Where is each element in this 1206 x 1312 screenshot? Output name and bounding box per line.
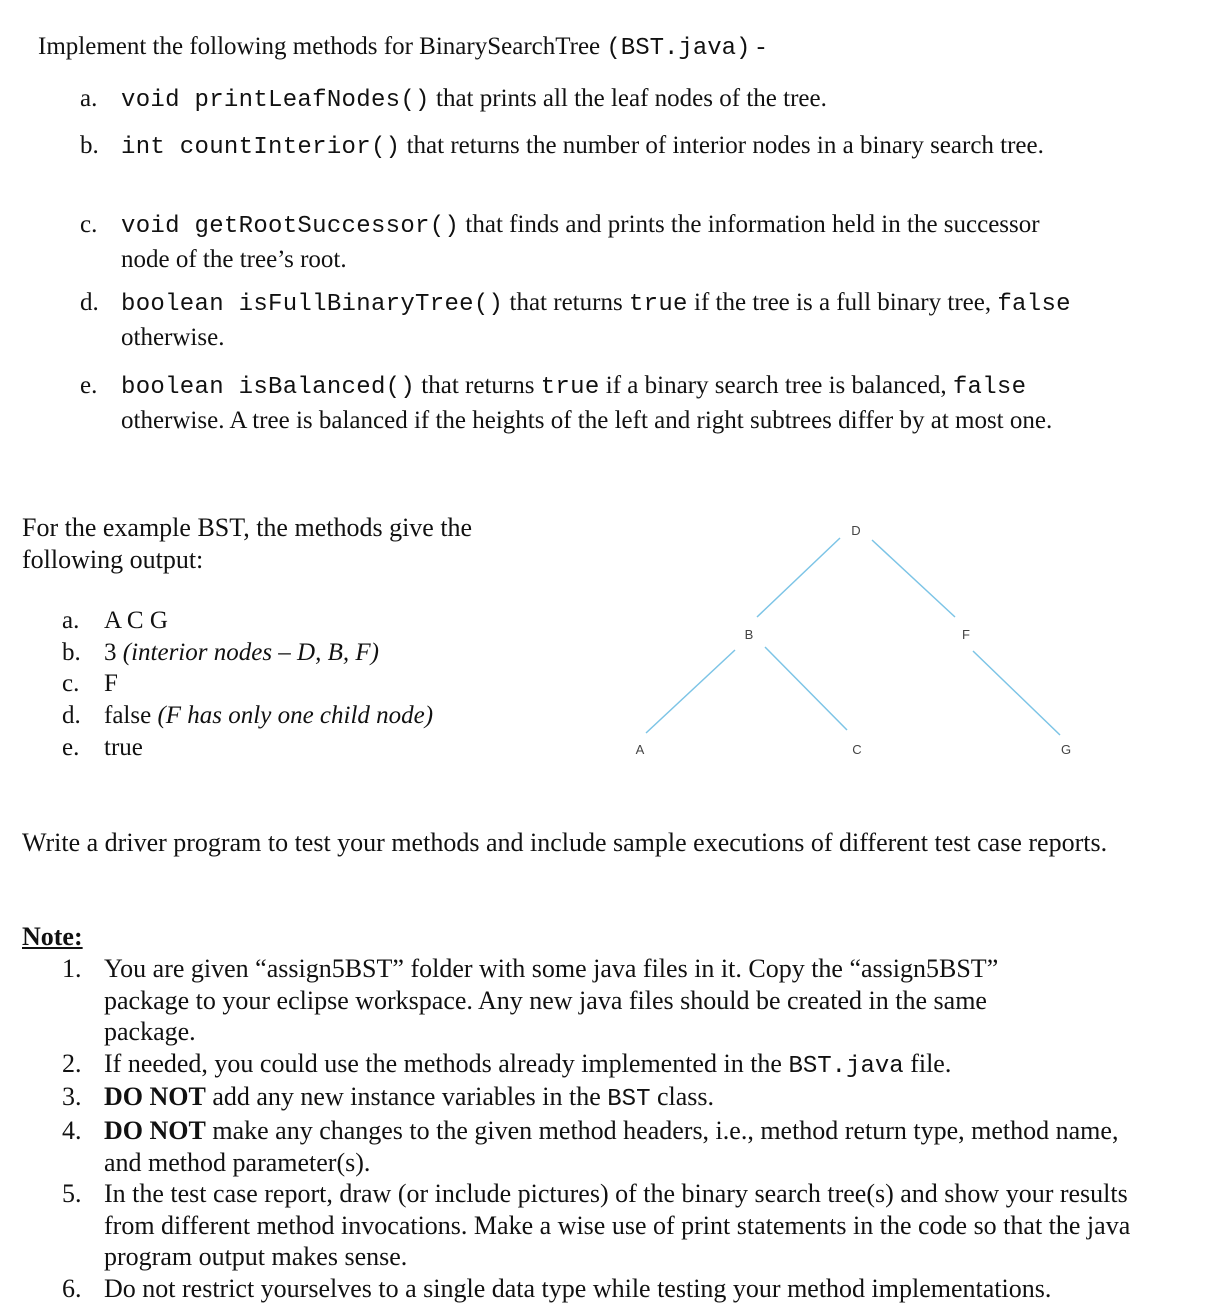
- note-text: You are given “assign5BST” folder with some java files in it. Copy the “assign5BST” package to your eclipse workspace. Any new java files should be created in the same package.: [104, 954, 999, 1046]
- keyword-false: false: [952, 374, 1027, 401]
- output-text: 3: [104, 639, 123, 666]
- note-emphasis: DO NOT: [104, 1116, 206, 1145]
- driver-instructions: Write a driver program to test your methods and include sample executions of different test case reports.: [22, 828, 1108, 857]
- note-label: 5.: [62, 1179, 82, 1208]
- output-note: (interior nodes – D, B, F): [122, 639, 379, 666]
- note-emphasis: DO NOT: [104, 1082, 206, 1111]
- note-text: file.: [903, 1049, 952, 1078]
- method-signature: boolean isFullBinaryTree(): [121, 291, 504, 318]
- method-description: if the tree is a full binary tree,: [687, 289, 998, 316]
- tree-node-c: C: [852, 742, 862, 757]
- output-text: A C G: [104, 607, 168, 634]
- method-description: that returns: [415, 372, 541, 399]
- keyword-true: true: [628, 291, 688, 318]
- edge-b-c: [765, 647, 847, 730]
- method-label: b.: [80, 132, 99, 159]
- tree-node-d: D: [851, 523, 861, 538]
- note-code: BST: [607, 1086, 651, 1113]
- note-code: BST.java: [788, 1053, 904, 1080]
- output-label: c.: [62, 670, 80, 697]
- method-description: otherwise. A tree is balanced if the heights of the left and right subtrees differ by at most one.: [121, 407, 1053, 434]
- output-label: d.: [62, 702, 81, 729]
- note-text: class.: [650, 1082, 715, 1111]
- note-label: 1.: [62, 954, 82, 983]
- method-signature: boolean isBalanced(): [121, 374, 416, 401]
- keyword-true: true: [540, 374, 600, 401]
- output-text: true: [104, 734, 143, 761]
- method-signature: int countInterior(): [121, 134, 401, 161]
- edge-d-f: [872, 540, 955, 617]
- edge-d-b: [757, 538, 840, 617]
- method-description: otherwise.: [121, 324, 225, 351]
- method-label: a.: [80, 85, 98, 112]
- note-label: 4.: [62, 1116, 82, 1145]
- output-note: (F has only one child node): [157, 702, 434, 729]
- heading-text: Implement the following methods for BinarySearchTree: [38, 33, 607, 60]
- note-text: add any new instance variables in the: [205, 1082, 608, 1111]
- output-label: b.: [62, 639, 81, 666]
- tree-node-g: G: [1060, 742, 1072, 757]
- method-description: if a binary search tree is balanced,: [599, 372, 953, 399]
- tree-node-f: F: [962, 627, 970, 642]
- output-label: a.: [62, 607, 80, 634]
- note-heading: Note:: [22, 922, 83, 951]
- tree-node-a: A: [635, 742, 645, 757]
- method-signature: void printLeafNodes(): [121, 87, 430, 114]
- note-label: 2.: [62, 1049, 82, 1078]
- output-label: e.: [62, 734, 80, 761]
- note-text: Do not restrict yourselves to a single data type while testing your method implementations.: [104, 1274, 1052, 1303]
- note-text: In the test case report, draw (or include pictures) of the binary search tree(s) and show your results from different method invocations. Make a wise use of print statements in the code so that the java program output makes sense.: [104, 1179, 1131, 1271]
- tree-node-b: B: [744, 627, 754, 642]
- example-intro: For the example BST, the methods give the following output:: [22, 513, 473, 574]
- method-label: e.: [80, 372, 98, 399]
- note-text: If needed, you could use the methods already implemented in the: [104, 1049, 789, 1078]
- method-label: d.: [80, 289, 99, 316]
- heading-dash: -: [750, 33, 766, 60]
- method-description: that prints all the leaf nodes of the tree.: [429, 85, 827, 112]
- note-label: 3.: [62, 1082, 82, 1111]
- method-description: that returns the number of interior nodes in a binary search tree.: [400, 132, 1044, 159]
- note-label: 6.: [62, 1274, 82, 1303]
- keyword-false: false: [997, 291, 1071, 318]
- note-text: make any changes to the given method headers, i.e., method return type, method name, and method parameter(s).: [104, 1116, 1119, 1177]
- output-text: F: [104, 670, 118, 697]
- edge-f-g: [973, 651, 1060, 735]
- method-label: c.: [80, 211, 98, 238]
- edge-b-a: [646, 650, 735, 733]
- method-description: that finds and prints the information held in the successor node of the tree’s root.: [121, 211, 1040, 273]
- method-signature: void getRootSuccessor(): [121, 213, 460, 240]
- output-text: false: [104, 702, 158, 729]
- method-description: that returns: [503, 289, 629, 316]
- heading-file: (BST.java): [606, 35, 751, 62]
- assignment-heading: [38, 33, 765, 62]
